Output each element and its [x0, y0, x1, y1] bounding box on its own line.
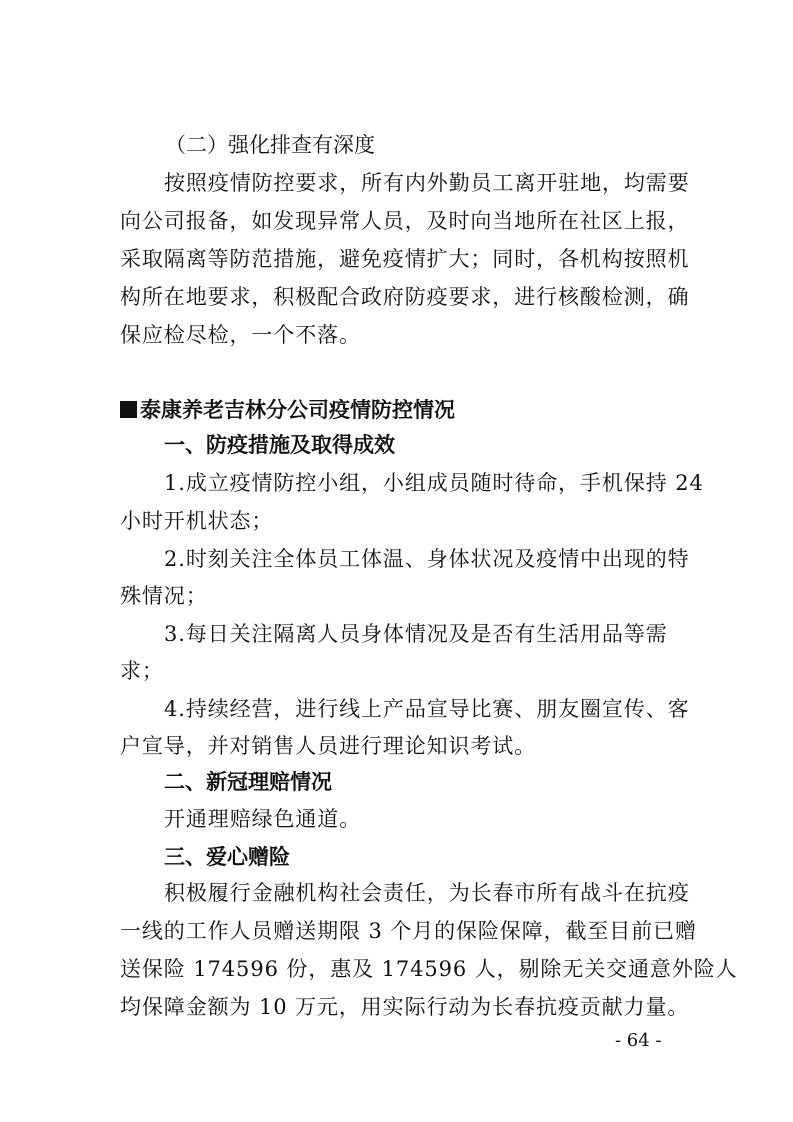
claims-text: 开通理赔绿色通道。 [164, 807, 362, 831]
paragraph-line: 一线的工作人员赠送期限 3 个月的保险保障，截至目前已赠 [120, 919, 697, 943]
paragraph-line: 保应检尽检，一个不落。 [120, 323, 361, 347]
list-item: 求； [120, 659, 164, 683]
list-item: 户宣导，并对销售人员进行理论知识考试。 [120, 734, 537, 758]
list-item: 小时开机状态； [120, 509, 274, 533]
list-item: 1.成立疫情防控小组，小组成员随时待命，手机保持 24 [164, 471, 704, 495]
list-item: 4.持续经营，进行线上产品宣导比赛、朋友圈宣传、客 [164, 697, 690, 721]
company-title-text: 泰康养老吉林分公司疫情防控情况 [140, 398, 455, 422]
black-square-bullet-icon [120, 401, 137, 418]
paragraph-line: 构所在地要求，积极配合政府防疫要求，进行核酸检测，确 [120, 285, 690, 309]
list-item: 2.时刻关注全体员工体温、身体状况及疫情中出现的特 [164, 547, 690, 571]
paragraph-line: 均保障金额为 10 万元，用实际行动为长春抗疫贡献力量。 [120, 995, 690, 1019]
company-title [120, 395, 793, 425]
paragraph-line: 向公司报备，如发现异常人员，及时向当地所在社区上报， [120, 209, 690, 233]
list-item: 3.每日关注隔离人员身体情况及是否有生活用品等需 [164, 622, 668, 646]
paragraph-line: 采取隔离等防范措施，避免疫情扩大；同时，各机构按照机 [120, 247, 690, 271]
section-heading: （二）强化排查有深度 [165, 133, 375, 157]
paragraph-line: 积极履行金融机构社会责任，为长春市所有战斗在抗疫 [164, 881, 690, 905]
heading-claims: 二、新冠理赔情况 [164, 770, 332, 794]
list-item: 殊情况； [120, 584, 208, 608]
heading-prevention-measures: 一、防疫措施及取得成效 [164, 433, 395, 457]
paragraph-line: 送保险 174596 份，惠及 174596 人，剔除无关交通意外险人 [120, 957, 738, 981]
heading-donated-insurance: 三、爱心赠险 [164, 845, 290, 869]
page-number: - 64 - [615, 1030, 662, 1051]
paragraph-line: 按照疫情防控要求，所有内外勤员工离开驻地，均需要 [164, 171, 690, 195]
